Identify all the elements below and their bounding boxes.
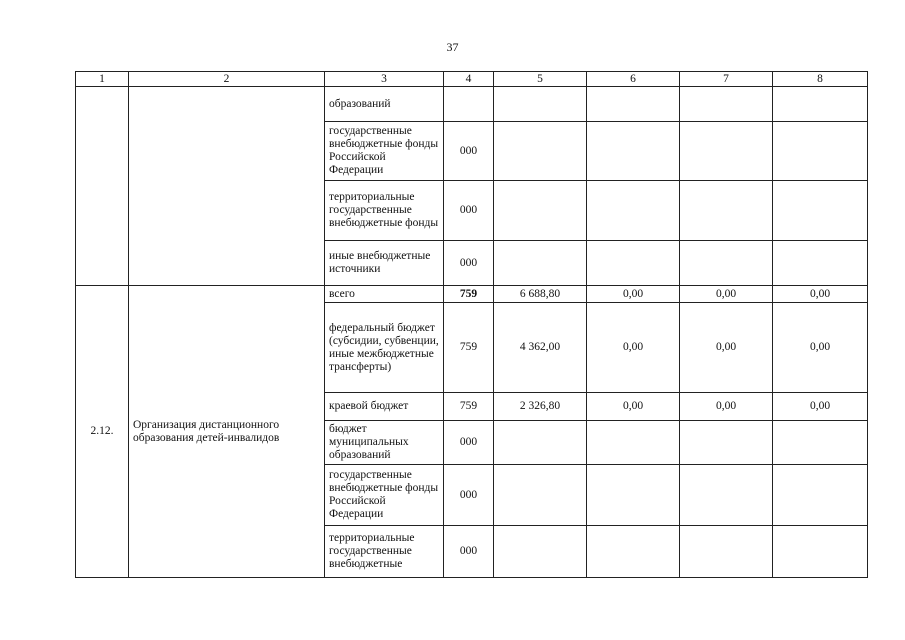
source-cell: краевой бюджет <box>325 393 444 421</box>
code-cell: 000 <box>444 241 494 286</box>
value-cell <box>587 181 680 241</box>
page-number: 37 <box>446 40 459 54</box>
value-cell <box>680 241 773 286</box>
value-cell <box>494 421 587 465</box>
value-cell <box>773 421 868 465</box>
header-row <box>76 72 868 87</box>
column-header: 7 <box>680 72 773 87</box>
value-cell <box>680 465 773 526</box>
table-row <box>76 286 868 303</box>
value-cell <box>494 241 587 286</box>
source-cell: иные внебюджетные источники <box>325 241 444 286</box>
row-number-cell <box>76 87 129 286</box>
source-cell: всего <box>325 286 444 303</box>
source-cell: образований <box>325 87 444 122</box>
value-cell <box>494 526 587 578</box>
value-cell <box>773 241 868 286</box>
value-cell: 0,00 <box>773 286 868 303</box>
value-cell: 0,00 <box>680 286 773 303</box>
value-cell <box>587 421 680 465</box>
column-header: 5 <box>494 72 587 87</box>
source-cell: государственные внебюджетные фонды Российской Федерации <box>325 465 444 526</box>
value-cell <box>494 465 587 526</box>
value-cell: 0,00 <box>587 286 680 303</box>
source-cell: территориальные государственные внебюджетные фонды <box>325 181 444 241</box>
source-cell: федеральный бюджет (субсидии, субвенции, иные межбюджетные трансферты) <box>325 303 444 393</box>
row-number-cell: 2.12. <box>76 286 129 578</box>
code-cell: 759 <box>444 303 494 393</box>
value-cell: 0,00 <box>587 303 680 393</box>
value-cell: 0,00 <box>680 393 773 421</box>
code-cell: 759 <box>444 286 494 303</box>
row-title-cell <box>129 87 325 286</box>
code-cell: 000 <box>444 181 494 241</box>
value-cell <box>773 465 868 526</box>
value-cell <box>680 526 773 578</box>
source-cell: государственные внебюджетные фонды Российской Федерации <box>325 122 444 181</box>
column-header: 4 <box>444 72 494 87</box>
value-cell: 0,00 <box>773 303 868 393</box>
value-cell <box>773 87 868 122</box>
value-cell <box>680 122 773 181</box>
column-header: 2 <box>129 72 325 87</box>
value-cell: 2 326,80 <box>494 393 587 421</box>
row-title-cell: Организация дистанционного образования детей-инвалидов <box>129 286 325 578</box>
value-cell: 0,00 <box>680 303 773 393</box>
value-cell: 6 688,80 <box>494 286 587 303</box>
value-cell <box>587 465 680 526</box>
value-cell: 0,00 <box>773 393 868 421</box>
budget-table <box>75 71 868 578</box>
value-cell <box>587 122 680 181</box>
code-cell: 000 <box>444 465 494 526</box>
value-cell <box>587 87 680 122</box>
column-header: 1 <box>76 72 129 87</box>
column-header: 6 <box>587 72 680 87</box>
value-cell <box>680 87 773 122</box>
code-cell: 000 <box>444 122 494 181</box>
code-cell <box>444 87 494 122</box>
value-cell: 0,00 <box>587 393 680 421</box>
value-cell <box>773 526 868 578</box>
value-cell <box>680 421 773 465</box>
value-cell <box>680 181 773 241</box>
value-cell <box>494 87 587 122</box>
value-cell <box>587 241 680 286</box>
column-header: 8 <box>773 72 868 87</box>
value-cell <box>587 526 680 578</box>
code-cell: 759 <box>444 393 494 421</box>
value-cell <box>494 181 587 241</box>
column-header: 3 <box>325 72 444 87</box>
value-cell <box>773 122 868 181</box>
code-cell: 000 <box>444 421 494 465</box>
source-cell: территориальные государственные внебюджетные <box>325 526 444 578</box>
value-cell <box>494 122 587 181</box>
value-cell: 4 362,00 <box>494 303 587 393</box>
code-cell: 000 <box>444 526 494 578</box>
value-cell <box>773 181 868 241</box>
source-cell: бюджет муниципальных образований <box>325 421 444 465</box>
table-row <box>76 87 868 122</box>
